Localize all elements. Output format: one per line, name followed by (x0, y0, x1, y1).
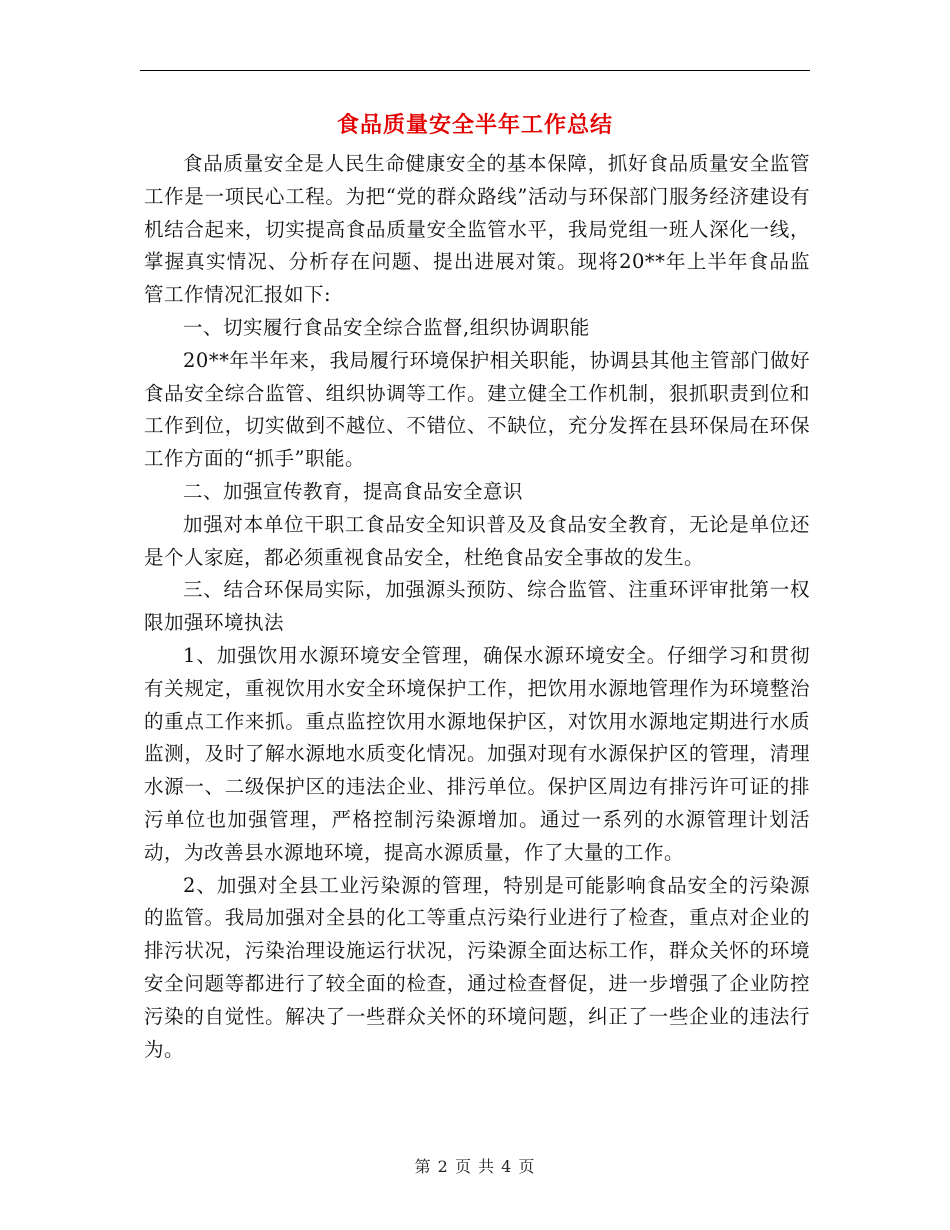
document-title: 食品质量安全半年工作总结 (336, 113, 613, 138)
section-heading-2: 二、加强宣传教育，提高食品安全意识 (183, 479, 524, 503)
paragraph-item-2: 2、加强对全县工业污染源的管理，特别是可能影响食品安全的污染源的监管。我局加强对全县的化工等重点污染行业进行了检查，重点对企业的排污状况，污染治理设施运行状况，污染源全面达标工作，群众关怀的环境安全问题等都进行了较全面的检查，通过检查督促，进一步增强了企业防控污染的自觉性。解决了一些群众关怀的环境问题，纠正了一些企业的违法行为。 (144, 873, 810, 1061)
document-body (144, 148, 810, 1066)
paragraph-section-1: 20**年半年来，我局履行环境保护相关职能，协调县其他主管部门做好食品安全综合监管、组织协调等工作。建立健全工作机制，狠抓职责到位和工作到位，切实做到不越位、不错位、不缺位，充分发挥在县环保局在环保工作方面的“抓手”职能。 (144, 348, 810, 471)
paragraph-section-2: 加强对本单位干职工食品安全知识普及及食品安全教育，无论是单位还是个人家庭，都必须重视食品安全，杜绝食品安全事故的发生。 (144, 512, 810, 569)
paragraph-item-1: 1、加强饮用水源环境安全管理，确保水源环境安全。仔细学习和贯彻有关规定，重视饮用水安全环境保护工作，把饮用水源地管理作为环境整治的重点工作来抓。重点监控饮用水源地保护区，对饮用水源地定期进行水质监测，及时了解水源地水质变化情况。加强对现有水源保护区的管理，清理水源一、二级保护区的违法企业、排污单位。保护区周边有排污许可证的排污单位也加强管理，严格控制污染源增加。通过一系列的水源管理计划活动，为改善县水源地环境，提高水源质量，作了大量的工作。 (144, 643, 810, 864)
section-heading-3: 三、结合环保局实际，加强源头预防、综合监管、注重环评审批第一权限加强环境执法 (144, 578, 810, 635)
page-number: 第 2 页 共 4 页 (414, 1157, 536, 1176)
paragraph-intro: 食品质量安全是人民生命健康安全的基本保障，抓好食品质量安全监管工作是一项民心工程。为把“党的群众路线”活动与环保部门服务经济建设有机结合起来，切实提高食品质量安全监管水平，我局党组一班人深化一线，掌握真实情况、分析存在问题、提出进展对策。现将20**年上半年食品监管工作情况汇报如下: (144, 152, 810, 307)
header-rule (140, 70, 810, 71)
section-heading-1: 一、切实履行食品安全综合监督,组织协调职能 (183, 315, 590, 339)
